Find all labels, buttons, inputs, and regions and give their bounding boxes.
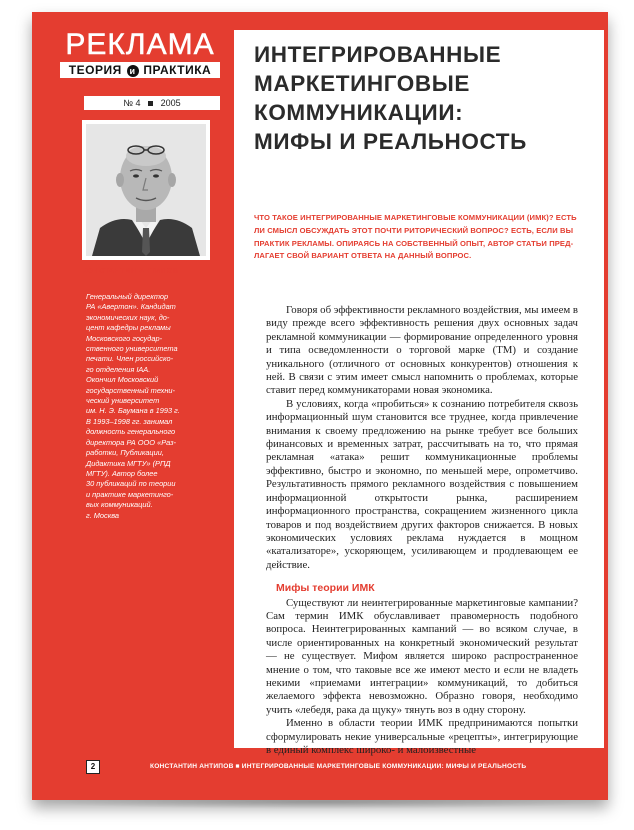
- body-paragraph: Именно в области теории ИМК предпринимаются попытки сформулировать некие универсальные «рецепты», интегрирующие в единый комплекс широко- и малоизвестные: [266, 717, 578, 756]
- logo-subtitle-left: ТЕОРИЯ: [68, 63, 122, 77]
- running-footer: КОНСТАНТИН АНТИПОВ ■ ИНТЕГРИРОВАННЫЕ МАРКЕТИНГОВЫЕ КОММУНИКАЦИИ: МИФЫ И РЕАЛЬНОСТЬ: [150, 763, 527, 770]
- bio-line: го отделения IAA.: [86, 364, 151, 374]
- logo-subtitle-right: ПРАКТИКА: [143, 63, 212, 77]
- bio-line: ческий университет: [86, 396, 160, 406]
- bio-line: Дидактика МГТУ» (РПД: [86, 458, 171, 468]
- bio-line: экономических наук, до-: [86, 312, 170, 322]
- article-panel: [234, 30, 604, 756]
- logo-title: РЕКЛАМА: [65, 28, 215, 61]
- section-heading: Мифы теории ИМК: [276, 582, 375, 595]
- body-paragraph: Говоря об эффективности рекламного воздействия, мы имеем в виду прежде всего эффективность решения двух основных задач рекламной коммуникации — формирование определенного уровня и типа осведомленности о торговой марке (ТМ) и создание уникального (отличного от основных конкурентов) отношения к ней. В связи с этим имеет смысл напомнить о проблемах, которые ставит перед коммуникаторами новая экономика.: [266, 304, 578, 397]
- lead-line: ЛИ СМЫСЛ ОБСУЖДАТЬ ЭТОТ ПОЧТИ РИТОРИЧЕСКИЙ ВОПРОС? ЕСТЬ, ЕСЛИ ВЫ: [254, 225, 574, 235]
- logo-ampersand: и: [127, 65, 139, 77]
- bio-line: государственный техни-: [86, 385, 175, 395]
- page-number: 2: [86, 760, 100, 774]
- article-lead: [254, 212, 584, 263]
- headline-line: МАРКЕТИНГОВЫЕ: [254, 71, 470, 96]
- article-headline: [254, 40, 584, 156]
- square-bullet-icon: [148, 101, 153, 106]
- bio-line: вых коммуникаций.: [86, 500, 153, 510]
- bio-line: МГТУ). Автор более: [86, 468, 158, 478]
- bio-line: В 1993–1998 гг. занимал: [86, 416, 173, 426]
- author-photo: [86, 124, 206, 256]
- bio-line: РА «Авертон». Кандидат: [86, 302, 176, 312]
- bio-line: Окончил Московский: [86, 375, 159, 385]
- bio-line: должность генерального: [86, 427, 176, 437]
- author-bio: [86, 292, 210, 521]
- logo-subtitle: [60, 62, 220, 78]
- bio-line: им. Н. Э. Баумана в 1993 г.: [86, 406, 180, 416]
- bio-line: Генеральный директор: [86, 292, 169, 301]
- headline-line: МИФЫ И РЕАЛЬНОСТЬ: [254, 129, 527, 154]
- lead-line: ЧТО ТАКОЕ ИНТЕГРИРОВАННЫЕ МАРКЕТИНГОВЫЕ КОММУНИКАЦИИ (ИМК)? ЕСТЬ: [254, 213, 577, 222]
- headline-line: КОММУНИКАЦИИ:: [254, 100, 464, 125]
- bio-line: Московского государ-: [86, 333, 163, 343]
- author-photo-frame: [82, 120, 210, 260]
- body-paragraph: Существуют ли неинтегрированные маркетинговые кампании? Сам термин ИМК обуславливает правомерность подобного вопроса. Неинтегрированных кампаний — во всяком случае, в числе ориентированных на конкретный экономический результат — не существует. Мифом является широко распространенное мнение о том, что таковые все же имеют место и если не владеть некими «приемами интеграции» коммуникаций, то добиться желаемого эффекта невозможно. Образно говоря, необходимо учить «лебедя, рака да щуку» тянуть воз в одну сторону.: [266, 596, 578, 716]
- lead-line: ПРАКТИК РЕКЛАМЫ. ОПИРАЯСЬ НА СОБСТВЕННЫЙ ОПЫТ, АВТОР СТАТЬИ ПРЕД-: [254, 238, 574, 248]
- issue-number: № 4: [123, 98, 141, 108]
- bio-line: 30 публикаций по теории: [86, 479, 176, 489]
- magazine-logo: [60, 30, 220, 78]
- body-paragraph: В условиях, когда «пробиться» к сознанию потребителя сквозь информационный шум становится все труднее, когда привлечение внимания к своему предложению на рынке требует все больших финансовых и временных затрат, рассчитывать на то, что прямая рекламная «атака» решит коммуникационные проблемы эффективно, быстро и экономно, по меньшей мере, опрометчиво. Результативность прямого рекламного воздействия с повышением информационной открытости рынка, расширением информационного пространства, сокращением жизненного цикла товаров и под воздействием других факторов снижается. В новых экономических условиях реклама нуждается в мощном «катализаторе», ускоряющем, усиливающем и продлевающем ее действие.: [266, 397, 578, 571]
- issue-year: 2005: [160, 98, 181, 108]
- headline-line: ИНТЕГРИРОВАННЫЕ: [254, 42, 502, 67]
- bio-line: работки, Публикации,: [86, 448, 164, 458]
- article-body: [266, 304, 578, 757]
- bio-line: ственного университета: [86, 344, 178, 354]
- bio-line: и практике маркетинго-: [86, 489, 174, 499]
- lead-line: ЛАГАЕТ СВОЙ ВАРИАНТ ОТВЕТА НА ДАННЫЙ ВОПРОС.: [254, 251, 472, 261]
- bio-line: г. Москва: [86, 510, 120, 520]
- author-name: КОНСТАНТИН АНТИПОВ: [82, 266, 179, 275]
- bio-line: цент кафедры рекламы: [86, 323, 171, 333]
- issue-bar: [84, 96, 220, 110]
- bio-line: печати. Член российско-: [86, 354, 174, 364]
- author-portrait-icon: [86, 124, 206, 256]
- bio-line: директора РА ООО «Раз-: [86, 437, 176, 447]
